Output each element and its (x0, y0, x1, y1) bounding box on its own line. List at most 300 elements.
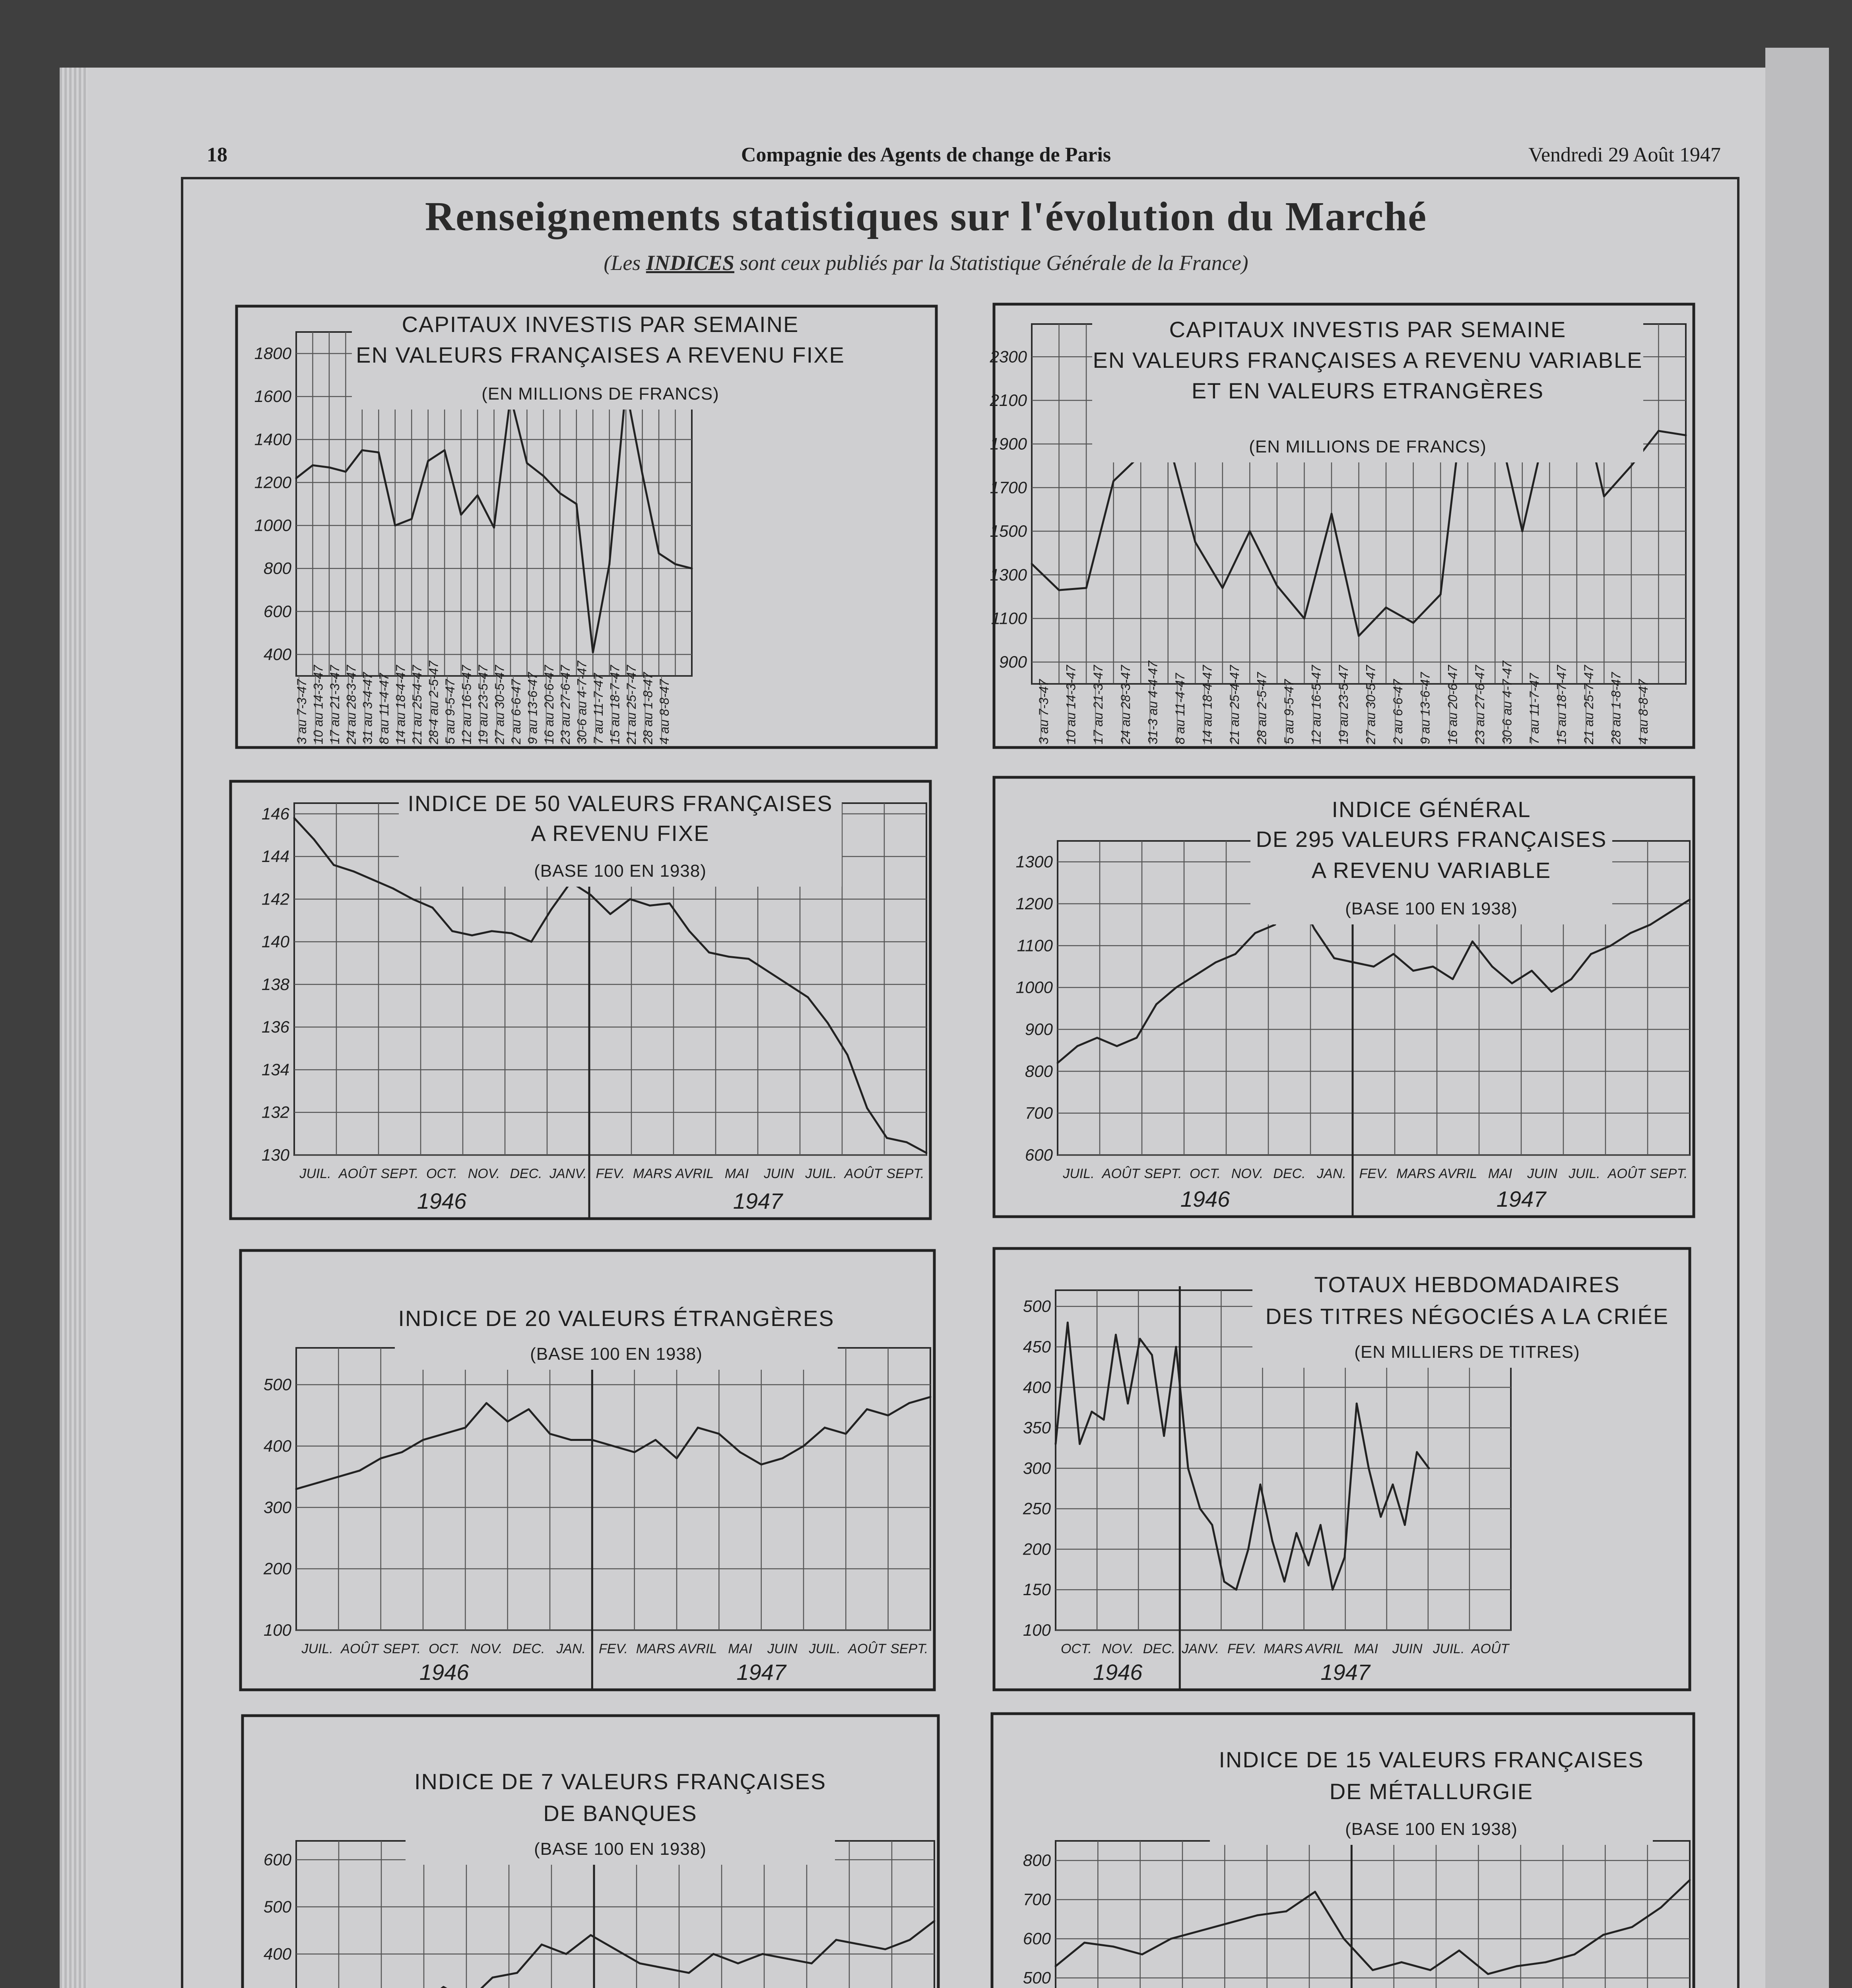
data-point (1372, 1969, 1374, 1971)
x-tick-label: MARS (1396, 1166, 1436, 1181)
data-point (676, 1457, 678, 1459)
x-tick-label: 10 au 14-3-47 (1064, 665, 1078, 744)
chart-subtitle: (EN MILLIONS DE FRANCS) (1249, 437, 1487, 456)
x-tick-label: SEPT. (890, 1641, 928, 1656)
x-tick-label: MAI (1354, 1641, 1378, 1656)
y-tick-label: 130 (261, 1145, 289, 1164)
data-point (1472, 940, 1473, 942)
y-tick-label: 1800 (254, 344, 291, 363)
chart-banks-7 (243, 1716, 938, 1988)
x-tick-label: 28 au 1-8-47 (641, 672, 655, 744)
x-tick-label: AOÛT (848, 1641, 886, 1656)
x-tick-label: SEPT. (380, 1166, 419, 1181)
x-tick-label: AOÛT (1607, 1166, 1646, 1181)
x-tick-label: MARS (636, 1641, 675, 1656)
data-point (1320, 1524, 1322, 1526)
x-tick-label: 16 au 20-6-47 (1445, 665, 1460, 744)
data-point (1603, 495, 1605, 497)
x-tick-label: 8 au 11-4-47 (1173, 673, 1187, 744)
data-point (658, 552, 660, 554)
data-point (353, 870, 355, 872)
series-line (296, 1397, 930, 1489)
x-tick-label: 28 au 2-5-47 (1254, 672, 1269, 744)
data-point (835, 1939, 837, 1941)
data-point (516, 1972, 518, 1974)
data-point (926, 1152, 928, 1154)
data-point (747, 958, 749, 960)
x-tick-label: 24 au 28-3-47 (1118, 665, 1133, 744)
data-point (444, 449, 446, 451)
data-point (1590, 953, 1592, 955)
chart-title-line: INDICE DE 50 VALEURS FRANÇAISES (408, 791, 833, 816)
data-point (688, 1972, 690, 1974)
y-tick-label: 500 (1023, 1297, 1051, 1316)
x-tick-label: NOV. (1101, 1641, 1134, 1656)
y-tick-label: 200 (1023, 1540, 1051, 1559)
chart-subtitle: (BASE 100 EN 1938) (1345, 899, 1518, 918)
data-point (530, 941, 532, 943)
plot-area (1056, 1841, 1690, 1988)
data-point (1057, 1062, 1059, 1064)
data-point (1358, 635, 1360, 637)
data-point (1487, 1973, 1489, 1975)
x-tick-label: 28 au 1-8-47 (1609, 672, 1623, 744)
chart-title-line: INDICE DE 7 VALEURS FRANÇAISES (414, 1769, 827, 1794)
data-point (338, 1476, 340, 1478)
data-point (590, 1934, 592, 1936)
data-point (328, 466, 330, 468)
chart-title-line: INDICE DE 20 VALEURS ÉTRANGÈRES (398, 1306, 835, 1331)
x-tick-label: SEPT. (1144, 1166, 1182, 1181)
year-label: 1947 (1496, 1186, 1546, 1211)
x-tick-label: 3 au 7-3-47 (1037, 679, 1051, 744)
x-tick-label: MAI (728, 1641, 752, 1656)
y-tick-label: 1300 (990, 565, 1027, 584)
data-point (1091, 1411, 1093, 1413)
year-label: 1946 (1093, 1660, 1143, 1685)
data-point (906, 1141, 908, 1143)
data-point (1096, 1037, 1098, 1039)
year-label: 1946 (419, 1660, 469, 1685)
x-tick-label: JANV. (549, 1166, 587, 1181)
data-point (380, 1457, 382, 1459)
subtitle-pre: (Les (604, 251, 641, 275)
data-point (712, 1953, 714, 1955)
x-tick-label: JUIL. (1569, 1166, 1600, 1181)
x-tick-label: JUIL. (1433, 1641, 1465, 1656)
y-tick-label: 132 (261, 1103, 289, 1122)
y-tick-label: 1100 (991, 609, 1027, 628)
data-point (803, 1445, 805, 1447)
y-tick-label: 600 (263, 602, 291, 621)
x-tick-label: 12 au 16-5-47 (1309, 665, 1324, 744)
data-point (1574, 1953, 1576, 1955)
data-point (886, 1137, 888, 1139)
data-point (1112, 480, 1114, 482)
x-tick-label: 14 au 18-4-47 (1200, 665, 1215, 744)
chart-title-line: DES TITRES NÉGOCIÉS A LA CRIÉE (1265, 1304, 1669, 1329)
data-point (1660, 1906, 1662, 1908)
data-point (1432, 966, 1434, 968)
year-label: 1947 (1320, 1660, 1370, 1685)
x-tick-label: AOÛT (1102, 1166, 1140, 1181)
data-point (649, 905, 651, 907)
x-tick-label: JUIL. (809, 1641, 841, 1656)
data-point (845, 1433, 847, 1435)
data-point (1658, 430, 1660, 432)
data-point (614, 1948, 616, 1950)
data-point (528, 1408, 530, 1410)
chart-title-line: A REVENU VARIABLE (1311, 858, 1551, 883)
year-label: 1946 (1180, 1186, 1230, 1211)
data-point (359, 1470, 361, 1472)
x-tick-label: AVRIL (678, 1641, 717, 1656)
x-tick-label: 21 au 25-4-47 (1227, 665, 1242, 744)
x-tick-label: MAI (724, 1166, 749, 1181)
data-point (1067, 1322, 1069, 1324)
data-point (592, 651, 594, 653)
x-tick-label: OCT. (1189, 1166, 1221, 1181)
data-point (786, 1958, 788, 1960)
data-point (1083, 1942, 1085, 1944)
chart-subtitle: (EN MILLIONS DE FRANCS) (481, 384, 719, 404)
data-point (507, 1421, 509, 1423)
y-tick-label: 600 (1025, 1145, 1053, 1164)
data-point (612, 1445, 614, 1447)
data-point (471, 934, 473, 936)
x-tick-label: 17 au 21-3-47 (327, 665, 342, 744)
data-point (1551, 991, 1553, 993)
y-tick-label: 400 (263, 645, 291, 664)
y-tick-label: 400 (1023, 1378, 1051, 1397)
chart-general-295 (994, 777, 1694, 1217)
data-point (1521, 530, 1523, 532)
x-tick-label: SEPT. (1650, 1166, 1688, 1181)
data-point (1333, 957, 1335, 959)
chart-title-line: DE BANQUES (543, 1801, 697, 1826)
data-point (691, 567, 693, 569)
x-tick-label: 4 au 8-8-47 (1636, 679, 1651, 744)
data-point (1511, 982, 1513, 984)
data-point (361, 449, 363, 451)
x-tick-label: SEPT. (886, 1166, 924, 1181)
data-point (464, 1427, 466, 1429)
x-tick-label: FEV. (1227, 1641, 1256, 1656)
data-point (485, 1402, 487, 1404)
x-tick-label: AOÛT (338, 1166, 377, 1181)
data-point (1170, 1938, 1172, 1940)
y-tick-label: 1500 (990, 522, 1027, 541)
x-tick-label: 19 au 23-5-47 (1336, 665, 1351, 744)
chart-title-line: TOTAUX HEBDOMADAIRES (1314, 1272, 1620, 1297)
data-point (718, 1433, 720, 1435)
x-tick-label: 2 au 6-6-47 (1391, 679, 1406, 744)
x-tick-label: DEC. (513, 1641, 545, 1656)
y-tick-label: 138 (261, 975, 289, 994)
data-point (460, 514, 462, 516)
x-tick-label: 21 au 25-7-47 (624, 665, 639, 744)
x-tick-label: JAN. (1317, 1166, 1346, 1181)
x-tick-label: AOÛT (341, 1641, 379, 1656)
data-point (1516, 1965, 1518, 1967)
x-tick-label: OCT. (429, 1641, 460, 1656)
data-point (1136, 1037, 1138, 1039)
data-point (1343, 1556, 1345, 1558)
x-tick-label: 21 au 25-4-47 (410, 665, 425, 744)
data-point (312, 464, 314, 466)
data-point (1313, 928, 1315, 930)
y-tick-label: 144 (261, 847, 289, 866)
x-tick-label: JUIL. (299, 1166, 331, 1181)
year-label: 1947 (733, 1188, 783, 1213)
data-point (313, 839, 315, 841)
data-point (1458, 1949, 1460, 1951)
x-tick-label: 8 au 11-4-47 (377, 673, 392, 744)
y-tick-label: 300 (1023, 1458, 1051, 1477)
x-tick-label: 23 au 27-6-47 (1472, 665, 1487, 744)
data-point (629, 898, 631, 900)
chart-subtitle: (BASE 100 EN 1938) (530, 1344, 703, 1364)
chart-subtitle: (EN MILLIERS DE TITRES) (1354, 1342, 1580, 1362)
y-tick-label: 300 (263, 1498, 291, 1517)
x-tick-label: 23 au 27-6-47 (558, 665, 573, 744)
y-tick-label: 600 (263, 1850, 291, 1869)
data-point (1303, 617, 1305, 619)
y-tick-label: 600 (1023, 1929, 1051, 1948)
data-point (1602, 1934, 1604, 1936)
x-tick-label: 9 au 13-6-47 (525, 672, 540, 744)
data-point (443, 1986, 445, 1988)
data-point (1221, 587, 1223, 589)
x-tick-label: 14 au 18-4-47 (393, 665, 408, 744)
x-tick-label: 31-3 au 4-4-47 (1145, 661, 1160, 744)
y-tick-label: 900 (1025, 1020, 1053, 1039)
x-tick-label: AOÛT (844, 1166, 882, 1181)
x-tick-label: MAI (1488, 1166, 1512, 1181)
data-point (697, 1427, 699, 1429)
x-tick-label: JUIN (767, 1641, 798, 1656)
data-point (663, 1967, 665, 1969)
data-point (1155, 1003, 1157, 1005)
data-point (807, 996, 809, 998)
chart-fixed-capital (237, 306, 936, 747)
x-tick-label: 30-6 au 4-7-47 (1500, 661, 1514, 744)
x-tick-label: 30-6 au 4-7-47 (575, 661, 589, 744)
data-point (787, 983, 789, 985)
y-tick-label: 450 (1023, 1337, 1051, 1356)
data-point (824, 1427, 826, 1429)
data-point (1247, 1548, 1249, 1550)
y-tick-label: 2300 (990, 347, 1027, 366)
data-point (565, 1953, 567, 1955)
y-tick-label: 200 (263, 1559, 291, 1578)
data-point (1151, 1354, 1153, 1356)
data-point (1380, 1516, 1382, 1518)
data-point (541, 1943, 543, 1945)
x-tick-label: DEC. (510, 1166, 542, 1181)
data-point (491, 930, 493, 932)
data-point (1103, 1419, 1105, 1421)
data-point (591, 1439, 593, 1441)
y-tick-label: 100 (1023, 1621, 1051, 1639)
data-point (866, 1408, 868, 1410)
x-tick-label: 12 au 16-5-47 (459, 665, 474, 744)
x-tick-label: 7 au 11-7-47 (591, 673, 606, 744)
series-line (296, 1921, 934, 1988)
page-number: 18 (207, 144, 227, 166)
data-point (295, 1488, 297, 1490)
y-tick-label: 350 (1023, 1418, 1051, 1437)
data-point (866, 1107, 868, 1109)
data-point (1353, 961, 1355, 963)
data-point (345, 471, 347, 473)
data-point (1531, 970, 1533, 972)
data-point (422, 1439, 424, 1441)
chart-weekly-totals (994, 1248, 1690, 1690)
data-point (1332, 1589, 1334, 1591)
y-tick-label: 1700 (990, 478, 1027, 497)
y-tick-label: 500 (263, 1375, 291, 1394)
data-point (1055, 1965, 1057, 1967)
y-tick-label: 400 (263, 1944, 291, 1963)
x-tick-label: JUIN (1527, 1166, 1557, 1181)
data-point (1055, 1443, 1057, 1445)
data-point (1610, 945, 1612, 947)
x-tick-label: 19 au 23-5-47 (476, 665, 490, 744)
data-point (451, 930, 453, 932)
x-tick-label: OCT. (426, 1166, 458, 1181)
data-point (1139, 1338, 1141, 1340)
data-point (1228, 1922, 1230, 1924)
data-point (295, 477, 297, 479)
data-point (1211, 1524, 1213, 1526)
data-point (1308, 1565, 1310, 1567)
data-point (1175, 1346, 1177, 1348)
data-point (1195, 974, 1197, 976)
y-tick-label: 1000 (1015, 978, 1053, 997)
x-tick-label: 4 au 8-8-47 (657, 679, 672, 744)
chart-variable-capital (990, 304, 1694, 747)
data-point (934, 1920, 936, 1922)
data-point (392, 887, 394, 889)
data-point (1491, 966, 1493, 968)
data-point (1058, 589, 1060, 591)
x-tick-label: JUIL. (805, 1166, 837, 1181)
x-tick-label: FEV. (1359, 1166, 1388, 1181)
x-tick-label: OCT. (1060, 1641, 1092, 1656)
data-point (1295, 1532, 1297, 1534)
data-point (608, 563, 610, 565)
data-point (811, 1963, 813, 1965)
data-point (1385, 607, 1387, 609)
x-tick-label: AVRIL (1439, 1166, 1477, 1181)
data-point (1199, 1508, 1201, 1510)
x-tick-label: JUIL. (1063, 1166, 1095, 1181)
y-tick-label: 100 (263, 1621, 291, 1639)
data-point (1440, 594, 1442, 596)
data-point (1116, 1045, 1118, 1047)
data-point (1223, 1580, 1225, 1582)
data-point (1429, 1969, 1431, 1971)
data-point (1392, 1483, 1394, 1485)
data-point (827, 1022, 829, 1024)
y-tick-label: 800 (263, 559, 291, 578)
x-tick-label: JUIN (1392, 1641, 1423, 1656)
y-tick-label: 1300 (1015, 852, 1053, 871)
data-point (1404, 1524, 1406, 1526)
data-point (1545, 1961, 1547, 1963)
masthead: Compagnie des Agents de change de Paris (741, 144, 1111, 166)
x-tick-label: SEPT. (383, 1641, 421, 1656)
data-point (493, 526, 495, 528)
data-point (739, 1451, 741, 1453)
data-point (1629, 932, 1631, 934)
data-point (443, 1433, 445, 1435)
x-tick-label: NOV. (468, 1166, 500, 1181)
data-point (1259, 1483, 1261, 1485)
data-point (1401, 1961, 1403, 1963)
x-tick-label: FEV. (596, 1166, 625, 1181)
data-point (1194, 541, 1196, 543)
chart-fixed-50 (231, 781, 930, 1219)
data-point (570, 1439, 572, 1441)
data-point (1685, 434, 1687, 436)
data-point (1272, 1540, 1273, 1542)
y-tick-label: 134 (261, 1060, 289, 1079)
data-point (669, 903, 671, 905)
data-point (1031, 563, 1033, 565)
data-point (887, 1414, 889, 1416)
data-point (909, 1939, 911, 1941)
data-point (590, 894, 592, 896)
data-point (1163, 1435, 1165, 1437)
data-point (610, 913, 612, 915)
x-tick-label: 31 au 3-4-47 (360, 672, 375, 744)
x-tick-label: 10 au 14-3-47 (311, 665, 326, 744)
data-point (1368, 1467, 1370, 1469)
y-tick-label: 800 (1025, 1062, 1053, 1081)
data-point (930, 1396, 932, 1398)
data-point (1175, 986, 1177, 988)
data-point (1112, 1945, 1114, 1947)
data-point (394, 524, 396, 526)
plot-area (296, 1348, 930, 1630)
data-point (1285, 1910, 1287, 1912)
data-point (728, 956, 730, 958)
issue-date: Vendredi 29 Août 1947 (1528, 144, 1721, 166)
page-title: Renseignements statistiques sur l'évolution du Marché (425, 194, 1427, 239)
x-tick-label: JUIL. (301, 1641, 333, 1656)
data-point (412, 898, 414, 900)
x-tick-label: JUIN (764, 1166, 794, 1181)
data-point (559, 492, 561, 494)
data-point (526, 462, 528, 464)
chart-title-line: DE MÉTALLURGIE (1329, 1779, 1534, 1804)
data-point (1330, 513, 1332, 515)
data-point (761, 1953, 763, 1955)
x-tick-label: 5 au 9-5-47 (1282, 679, 1296, 744)
y-tick-label: 136 (261, 1017, 289, 1037)
data-point (641, 473, 643, 475)
chart-title-line: CAPITAUX INVESTIS PAR SEMAINE (1169, 317, 1567, 342)
subtitle-post: sont ceux publiés par la Statistique Générale de la France) (740, 251, 1248, 275)
y-tick-label: 800 (1023, 1851, 1051, 1870)
data-point (1428, 1467, 1430, 1469)
data-point (1127, 1403, 1129, 1405)
y-tick-label: 250 (1023, 1499, 1051, 1518)
chart-subtitle: (BASE 100 EN 1938) (1345, 1819, 1518, 1839)
year-label: 1946 (417, 1188, 467, 1213)
